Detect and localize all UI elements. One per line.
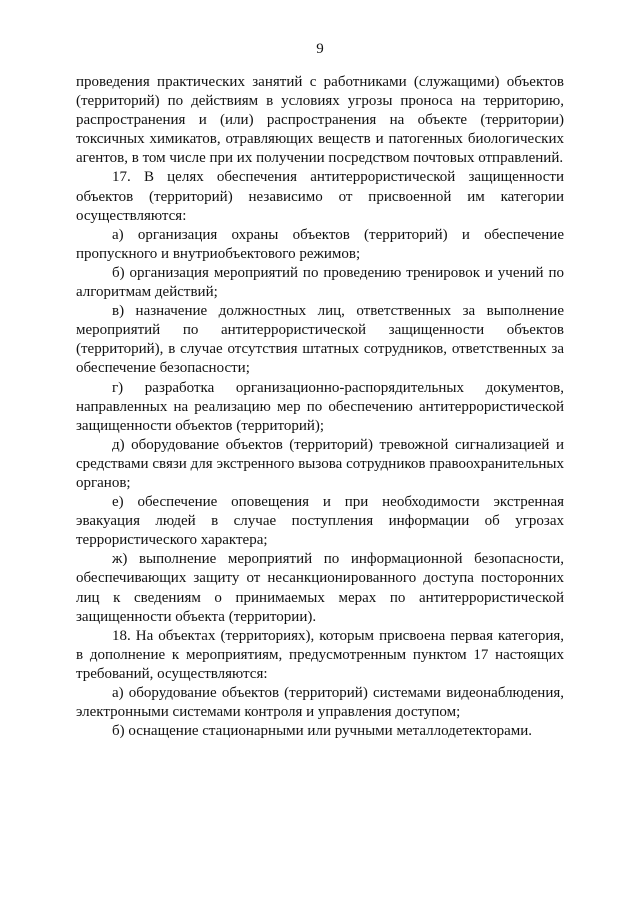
paragraph-item-18b: б) оснащение стационарными или ручными металлодетекторами.	[112, 723, 533, 740]
paragraph-item-17zh: ж) выполнение мероприятий по информационной безопасности, обеспечивающих защиту от несанкционированного доступа посторонних лиц к сведениям о принимаемых мерах по антитеррористической защищенности объекта (территории).	[76, 551, 564, 625]
document-body	[76, 73, 564, 741]
paragraph-continuation: проведения практических занятий с работниками (служащими) объектов (территорий) по действиям в условиях угрозы проноса на территорию, распространения и (или) распространения на объекте (территории) токсичных химикатов, отравляющих веществ и патогенных биологических агентов, в том числе при их получении посредством почтовых отправлений.	[76, 74, 564, 167]
paragraph-item-17e: е) обеспечение оповещения и при необходимости экстренная эвакуация людей в случае поступления информации об угрозах террористического характера;	[76, 494, 564, 549]
paragraph-item-17g: г) разработка организационно-распорядительных документов, направленных на реализацию мер по обеспечению антитеррористической защищенности объектов (территорий);	[76, 379, 564, 434]
paragraph-item-17b: б) организация мероприятий по проведению тренировок и учений по алгоритмам действий;	[76, 264, 564, 301]
paragraph-item-17d: д) оборудование объектов (территорий) тревожной сигнализацией и средствами связи для экстренного вызова сотрудников правоохранительных органов;	[76, 436, 564, 491]
paragraph-item-17: 17. В целях обеспечения антитеррористической защищенности объектов (территорий) независимо от присвоенной им категории осуществляются:	[76, 169, 564, 224]
paragraph-item-18: 18. На объектах (территориях), которым присвоена первая категория, в дополнение к мероприятиям, предусмотренным пунктом 17 настоящих требований, осуществляются:	[76, 627, 564, 682]
paragraph-item-17a: а) организация охраны объектов (территорий) и обеспечение пропускного и внутриобъектового режимов;	[76, 226, 564, 262]
page-number: 9	[316, 41, 324, 57]
paragraph-item-18a: а) оборудование объектов (территорий) системами видеонаблюдения, электронными системами контроля и управления доступом;	[76, 685, 564, 721]
paragraph-item-17v: в) назначение должностных лиц, ответственных за выполнение мероприятий по антитеррористической защищенности объектов (территорий), в случае отсутствия штатных сотрудников, ответственных за обеспечение безопасности;	[76, 303, 564, 377]
